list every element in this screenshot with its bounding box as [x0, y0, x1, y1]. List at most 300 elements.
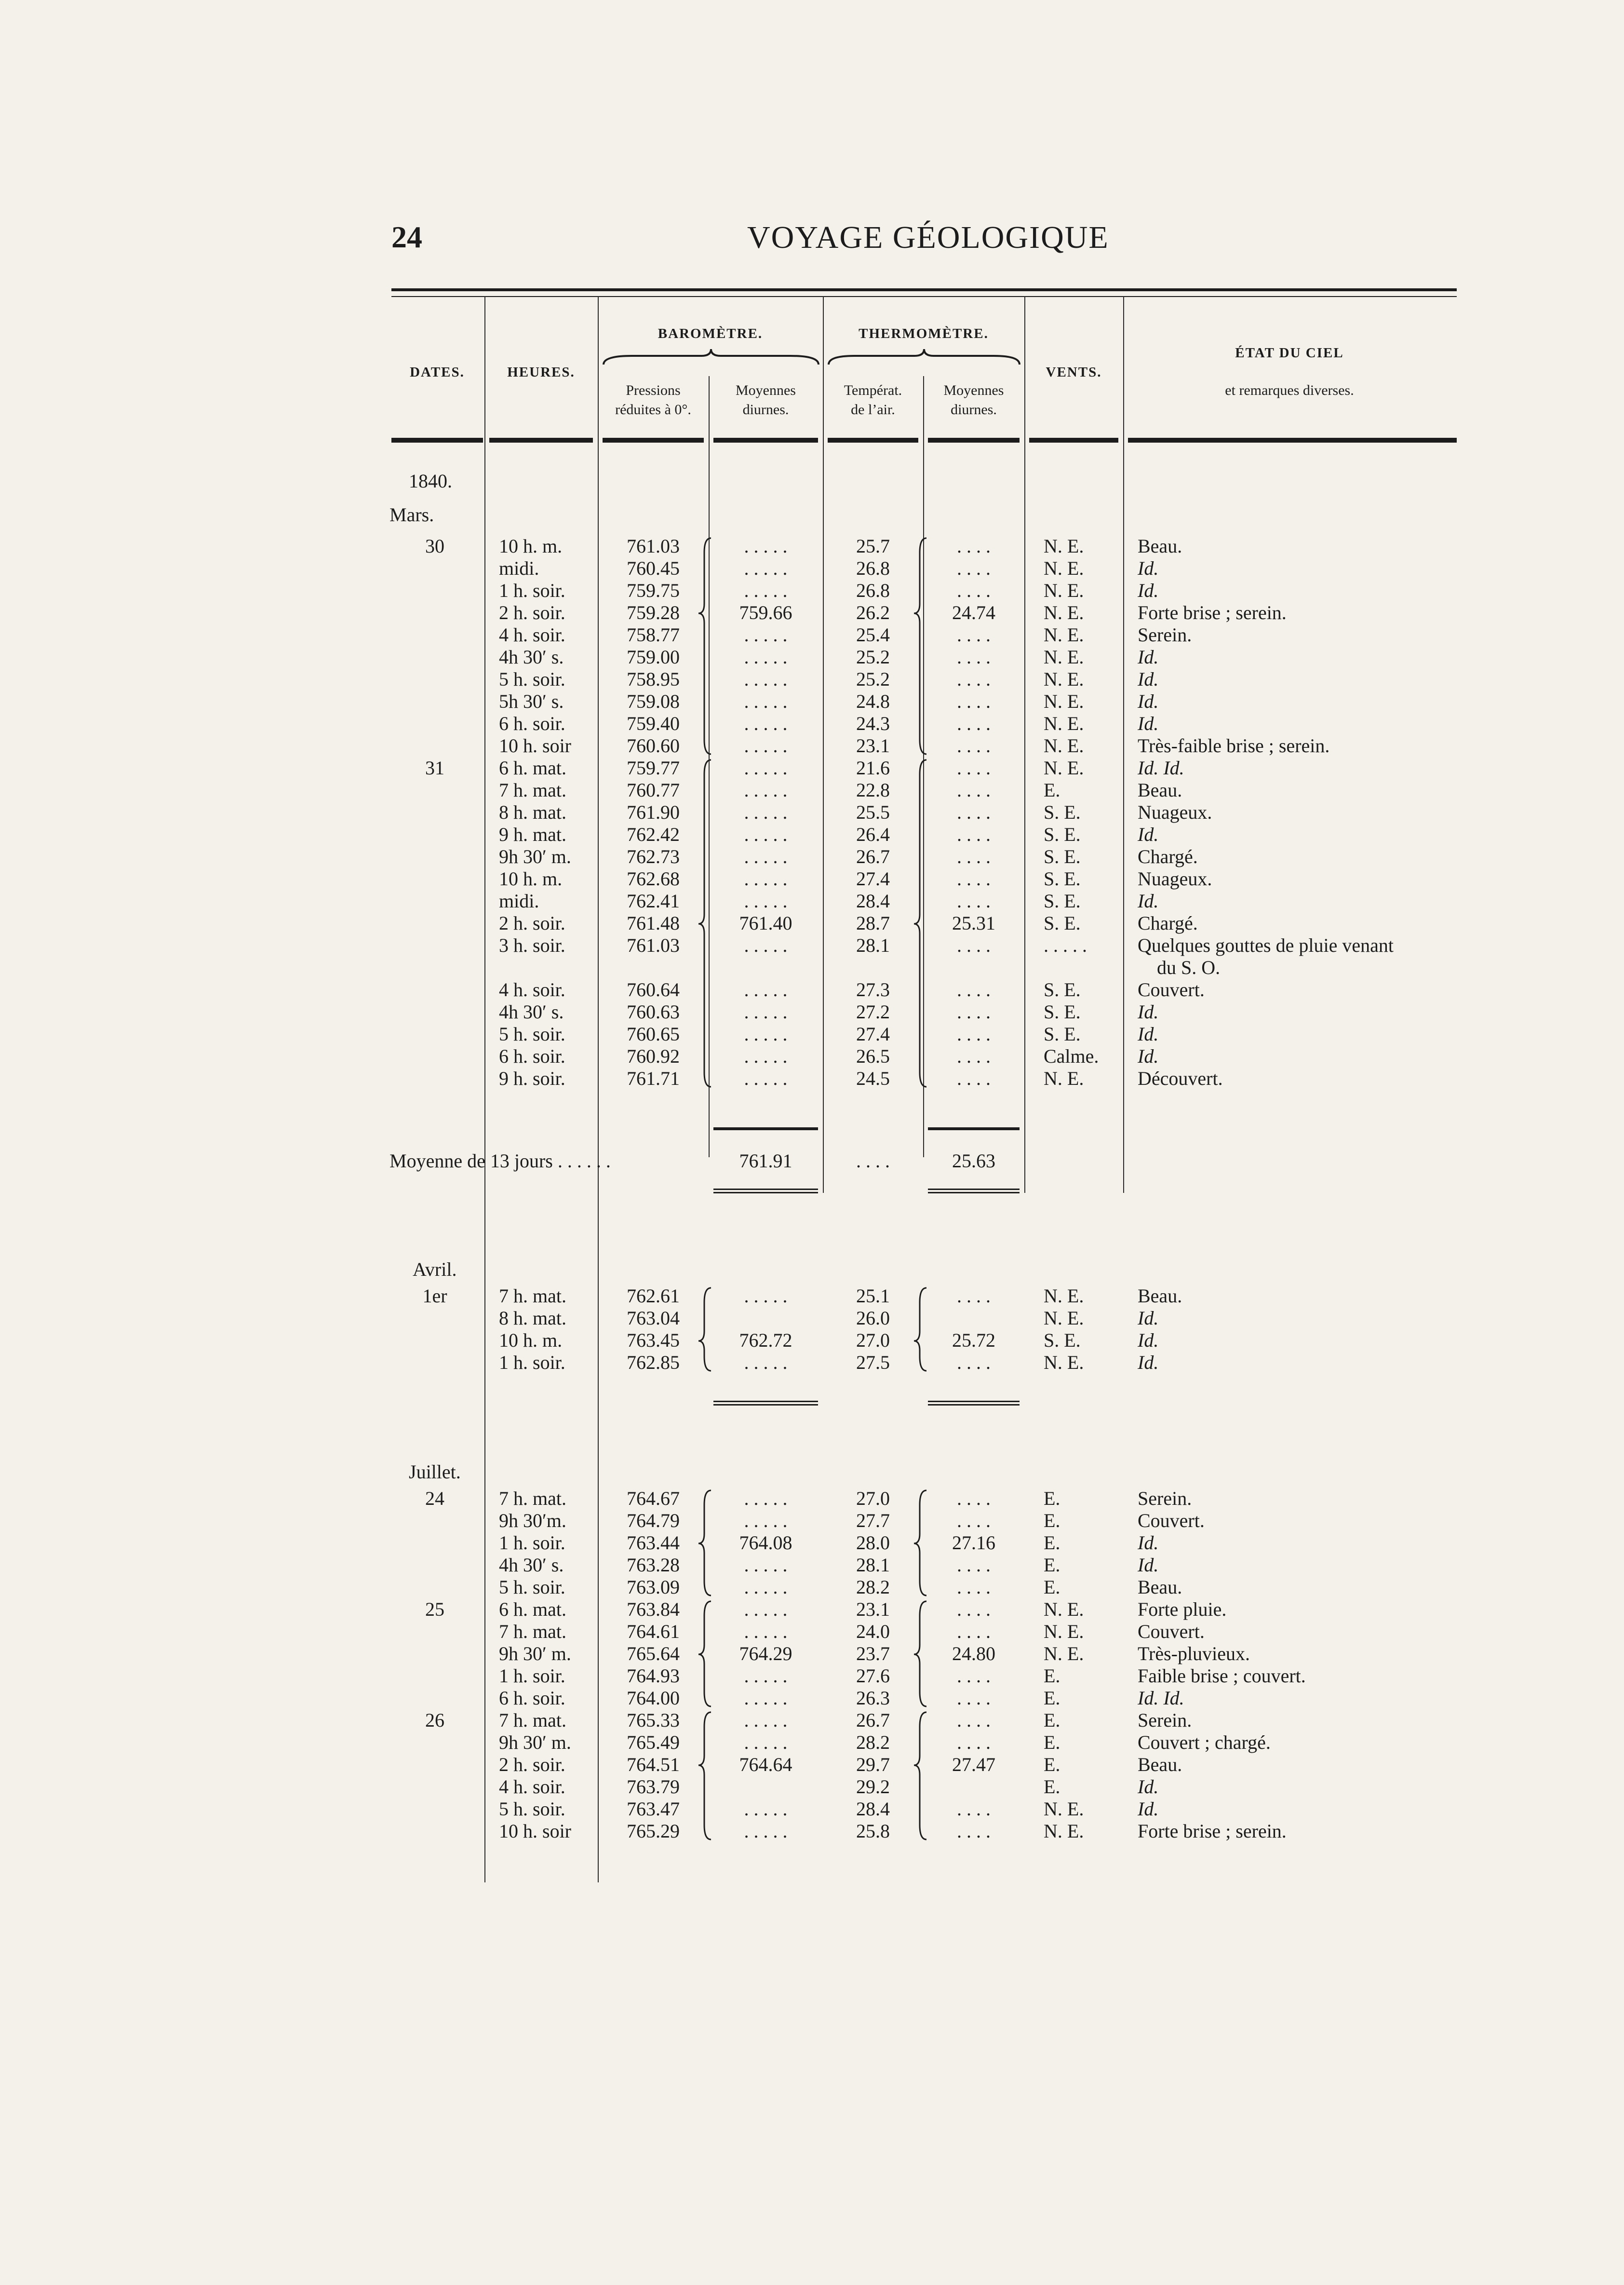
cell-moyenne-baro: . . . . .	[744, 801, 788, 823]
cell-moyenne-baro: . . . . .	[744, 1001, 788, 1023]
cell-vent: S. E.	[1044, 801, 1081, 823]
cell-etat: Serein.	[1138, 1487, 1192, 1509]
cell-temperature: 26.4	[856, 824, 890, 845]
cell-moyenne-thermo: . . . .	[957, 1820, 991, 1842]
cell-etat: Id.	[1138, 1352, 1159, 1373]
cell-pression: 763.28	[627, 1554, 680, 1576]
cell-heure: 10 h. m.	[499, 535, 563, 557]
cell-pression: 760.60	[627, 735, 680, 757]
cell-temperature: 29.2	[856, 1776, 890, 1798]
cell-pression: 765.64	[627, 1643, 680, 1664]
cell-temperature: 26.8	[856, 580, 890, 601]
cell-heure: 9h 30′ m.	[499, 1643, 571, 1664]
cell-etat: Id.	[1138, 1776, 1159, 1798]
cell-moyenne-thermo: . . . .	[957, 846, 991, 867]
cell-temperature: 28.1	[856, 934, 890, 956]
cell-etat: Id.	[1138, 1307, 1159, 1329]
cell-temperature: 24.0	[856, 1621, 890, 1642]
cell-vent: S. E.	[1044, 868, 1081, 890]
cell-moyenne-baro: . . . . .	[744, 1621, 788, 1642]
cell-pression: 759.00	[627, 646, 680, 668]
cell-moyenne-thermo: . . . .	[957, 934, 991, 956]
cell-pression: 761.48	[627, 912, 680, 934]
cell-vent: S. E.	[1044, 846, 1081, 867]
cell-moyenne-thermo: . . . .	[957, 1731, 991, 1753]
cell-heure: 8 h. mat.	[499, 1307, 566, 1329]
cell-heure: 6 h. soir.	[499, 1045, 565, 1067]
cell-moyenne-thermo: . . . .	[957, 668, 991, 690]
cell-heure: 3 h. soir.	[499, 934, 565, 956]
cell-moyenne-thermo: . . . .	[957, 1576, 991, 1598]
cell-etat: Forte brise ; serein.	[1138, 602, 1287, 623]
cell-heure: 6 h. mat.	[499, 1598, 566, 1620]
cell-moyenne-baro: . . . . .	[744, 890, 788, 912]
cell-heure: 6 h. soir.	[499, 1687, 565, 1709]
cell-vent: N. E.	[1044, 646, 1084, 668]
cell-vent: N. E.	[1044, 735, 1084, 757]
header-bottom-rule	[489, 438, 593, 443]
cell-moyenne-thermo: . . . .	[957, 535, 991, 557]
cell-vent: E.	[1044, 1776, 1060, 1798]
cell-pression: 765.29	[627, 1820, 680, 1842]
month-label: Mars.	[389, 504, 434, 526]
cell-date: 1er	[422, 1285, 447, 1307]
cell-vent: S. E.	[1044, 979, 1081, 1001]
cell-etat: Couvert.	[1138, 1621, 1205, 1642]
cell-moyenne-thermo: . . . .	[957, 580, 991, 601]
column-rule	[1024, 296, 1025, 1193]
cell-pression: 762.68	[627, 868, 680, 890]
cell-etat: Quelques gouttes de pluie venant	[1138, 934, 1394, 956]
moyenne-temp-dots: . . . .	[856, 1150, 890, 1172]
cell-heure: 7 h. mat.	[499, 1285, 566, 1307]
cell-heure: 2 h. soir.	[499, 912, 565, 934]
cell-pression: 759.77	[627, 757, 680, 779]
cell-vent: E.	[1044, 1576, 1060, 1598]
cell-etat: Très-faible brise ; serein.	[1138, 735, 1330, 757]
cell-pression: 763.79	[627, 1776, 680, 1798]
cell-temperature: 27.4	[856, 1023, 890, 1045]
cell-heure: 9h 30′ m.	[499, 1731, 571, 1753]
moyenne-bottom-rule	[713, 1189, 818, 1193]
cell-moyenne-baro: . . . . .	[744, 1731, 788, 1753]
cell-vent: E.	[1044, 1709, 1060, 1731]
cell-pression: 759.08	[627, 690, 680, 712]
cell-moyenne-baro: . . . . .	[744, 690, 788, 712]
cell-etat: Id.	[1138, 646, 1159, 668]
cell-moyenne-thermo: . . . .	[957, 1352, 991, 1373]
cell-pression: 760.63	[627, 1001, 680, 1023]
cell-vent: . . . . .	[1044, 934, 1087, 956]
cell-heure: 7 h. mat.	[499, 1487, 566, 1509]
month-label: Avril.	[413, 1258, 457, 1280]
header-remarques: et remarques diverses.	[1225, 382, 1354, 398]
header-etat: ÉTAT DU CIEL	[1235, 345, 1344, 361]
cell-heure: 9 h. soir.	[499, 1068, 565, 1089]
cell-heure: 6 h. mat.	[499, 757, 566, 779]
cell-moyenne-baro: . . . . .	[744, 1820, 788, 1842]
cell-moyenne-baro: . . . . .	[744, 557, 788, 579]
cell-etat: Beau.	[1138, 1576, 1182, 1598]
header-bottom-rule	[1029, 438, 1118, 443]
cell-heure: midi.	[499, 557, 539, 579]
cell-moyenne-thermo: . . . .	[957, 1510, 991, 1531]
cell-etat: Chargé.	[1138, 846, 1198, 867]
header-dates: DATES.	[410, 365, 465, 380]
cell-heure: 5 h. soir.	[499, 1798, 565, 1820]
cell-pression: 759.28	[627, 602, 680, 623]
cell-pression: 760.65	[627, 1023, 680, 1045]
cell-vent: N. E.	[1044, 713, 1084, 734]
cell-heure: 1 h. soir.	[499, 580, 565, 601]
cell-etat: Chargé.	[1138, 912, 1198, 934]
cell-etat: Forte brise ; serein.	[1138, 1820, 1287, 1842]
cell-pression: 759.40	[627, 713, 680, 734]
cell-moyenne-baro: . . . . .	[744, 580, 788, 601]
cell-vent: E.	[1044, 1665, 1060, 1687]
cell-vent: N. E.	[1044, 580, 1084, 601]
cell-pression: 763.84	[627, 1598, 680, 1620]
cell-pression: 760.92	[627, 1045, 680, 1067]
cell-moyenne-baro: . . . . .	[744, 1576, 788, 1598]
cell-etat: Couvert ; chargé.	[1138, 1731, 1271, 1753]
cell-moyenne-baro: 764.64	[739, 1754, 792, 1775]
cell-moyenne-thermo: . . . .	[957, 801, 991, 823]
moyenne-thermo: 25.63	[952, 1150, 995, 1172]
cell-moyenne-thermo: . . . .	[957, 1687, 991, 1709]
cell-etat: Id.	[1138, 1045, 1159, 1067]
header-thermometre: THERMOMÈTRE.	[859, 326, 989, 341]
cell-etat: Id.	[1138, 668, 1159, 690]
cell-temperature: 28.7	[856, 912, 890, 934]
running-title: VOYAGE GÉOLOGIQUE	[747, 220, 1109, 255]
cell-etat: Id.	[1138, 690, 1159, 712]
cell-pression: 763.45	[627, 1329, 680, 1351]
cell-temperature: 26.3	[856, 1687, 890, 1709]
cell-vent: E.	[1044, 1532, 1060, 1554]
cell-heure: 9h 30′ m.	[499, 846, 571, 867]
cell-pression: 758.77	[627, 624, 680, 646]
cell-etat: Beau.	[1138, 1754, 1182, 1775]
cell-vent: N. E.	[1044, 624, 1084, 646]
cell-vent: E.	[1044, 779, 1060, 801]
cell-etat: Nuageux.	[1138, 868, 1212, 890]
cell-temperature: 28.4	[856, 890, 890, 912]
cell-moyenne-baro: . . . . .	[744, 779, 788, 801]
cell-etat: Id. Id.	[1138, 757, 1184, 779]
cell-vent: E.	[1044, 1731, 1060, 1753]
barometre-brace	[603, 347, 819, 366]
cell-vent: N. E.	[1044, 757, 1084, 779]
cell-moyenne-thermo: . . . .	[957, 824, 991, 845]
header-pressions: Pressions réduites à 0°.	[615, 382, 691, 418]
cell-heure: 4 h. soir.	[499, 1776, 565, 1798]
cell-heure: 8 h. mat.	[499, 801, 566, 823]
cell-moyenne-thermo: 24.74	[952, 602, 995, 623]
cell-etat: Id.	[1138, 557, 1159, 579]
cell-temperature: 28.0	[856, 1532, 890, 1554]
cell-moyenne-baro: . . . . .	[744, 1687, 788, 1709]
moyenne-top-rule	[713, 1127, 818, 1130]
cell-temperature: 22.8	[856, 779, 890, 801]
cell-etat: Id.	[1138, 713, 1159, 734]
cell-temperature: 27.7	[856, 1510, 890, 1531]
cell-moyenne-baro: 759.66	[739, 602, 792, 623]
cell-pression: 764.67	[627, 1487, 680, 1509]
cell-temperature: 25.8	[856, 1820, 890, 1842]
cell-moyenne-thermo: . . . .	[957, 624, 991, 646]
cell-heure: 1 h. soir.	[499, 1665, 565, 1687]
header-moyennes-baro: Moyennes diurnes.	[736, 382, 796, 418]
cell-etat: Id.	[1138, 1329, 1159, 1351]
cell-vent: N. E.	[1044, 1285, 1084, 1307]
cell-vent: S. E.	[1044, 890, 1081, 912]
cell-vent: N. E.	[1044, 690, 1084, 712]
cell-moyenne-baro: . . . . .	[744, 1709, 788, 1731]
cell-moyenne-thermo: . . . .	[957, 646, 991, 668]
cell-moyenne-baro: . . . . .	[744, 535, 788, 557]
cell-vent: S. E.	[1044, 1001, 1081, 1023]
cell-temperature: 24.3	[856, 713, 890, 734]
cell-temperature: 26.7	[856, 846, 890, 867]
cell-moyenne-thermo: . . . .	[957, 1045, 991, 1067]
cell-moyenne-thermo: . . . .	[957, 779, 991, 801]
header-bottom-rule	[603, 438, 704, 443]
cell-vent: N. E.	[1044, 1798, 1084, 1820]
moyenne-top-rule	[928, 1127, 1020, 1130]
cell-temperature: 26.8	[856, 557, 890, 579]
cell-date: 31	[425, 757, 444, 779]
cell-moyenne-thermo: . . . .	[957, 1709, 991, 1731]
cell-vent: N. E.	[1044, 535, 1084, 557]
cell-pression: 763.44	[627, 1532, 680, 1554]
cell-temperature: 28.2	[856, 1576, 890, 1598]
cell-heure: 2 h. soir.	[499, 1754, 565, 1775]
cell-moyenne-thermo: 27.16	[952, 1532, 995, 1554]
year-label: 1840.	[409, 470, 452, 492]
cell-pression: 761.03	[627, 934, 680, 956]
cell-moyenne-baro: . . . . .	[744, 735, 788, 757]
cell-heure: 10 h. soir	[499, 1820, 571, 1842]
cell-temperature: 23.1	[856, 1598, 890, 1620]
cell-moyenne-baro: . . . . .	[744, 868, 788, 890]
header-bottom-rule	[828, 438, 918, 443]
cell-vent: N. E.	[1044, 1068, 1084, 1089]
cell-etat: Serein.	[1138, 624, 1192, 646]
cell-heure: 7 h. mat.	[499, 779, 566, 801]
cell-moyenne-thermo: 27.47	[952, 1754, 995, 1775]
cell-moyenne-baro: 764.08	[739, 1532, 792, 1554]
cell-vent: S. E.	[1044, 912, 1081, 934]
page-header	[0, 0, 1624, 289]
moyenne-label: Moyenne de 13 jours . . . . . .	[389, 1150, 611, 1172]
cell-moyenne-baro: . . . . .	[744, 646, 788, 668]
cell-moyenne-baro: . . . . .	[744, 824, 788, 845]
cell-heure: 4h 30′ s.	[499, 1001, 564, 1023]
header-temperat: Températ. de l’air.	[844, 382, 902, 418]
cell-moyenne-thermo: 25.72	[952, 1329, 995, 1351]
cell-moyenne-baro: . . . . .	[744, 1352, 788, 1373]
cell-moyenne-thermo: . . . .	[957, 868, 991, 890]
cell-pression: 761.03	[627, 535, 680, 557]
cell-pression: 764.79	[627, 1510, 680, 1531]
cell-temperature: 25.4	[856, 624, 890, 646]
cell-temperature: 29.7	[856, 1754, 890, 1775]
cell-moyenne-baro: . . . . .	[744, 713, 788, 734]
cell-vent: E.	[1044, 1510, 1060, 1531]
cell-heure: 5 h. soir.	[499, 1576, 565, 1598]
page-number: 24	[391, 220, 422, 254]
header-vents: VENTS.	[1046, 365, 1102, 380]
cell-moyenne-thermo: . . . .	[957, 757, 991, 779]
cell-temperature: 28.2	[856, 1731, 890, 1753]
cell-vent: N. E.	[1044, 1352, 1084, 1373]
cell-etat: Forte pluie.	[1138, 1598, 1227, 1620]
cell-pression: 763.47	[627, 1798, 680, 1820]
cell-pression: 763.09	[627, 1576, 680, 1598]
cell-vent: E.	[1044, 1487, 1060, 1509]
cell-moyenne-baro: 764.29	[739, 1643, 792, 1664]
cell-vent: E.	[1044, 1754, 1060, 1775]
cell-temperature: 25.2	[856, 646, 890, 668]
month-label: Juillet.	[409, 1461, 461, 1483]
cell-temperature: 26.7	[856, 1709, 890, 1731]
cell-moyenne-thermo: . . . .	[957, 890, 991, 912]
cell-moyenne-baro: . . . . .	[744, 1285, 788, 1307]
cell-pression: 763.04	[627, 1307, 680, 1329]
cell-etat: Serein.	[1138, 1709, 1192, 1731]
cell-temperature: 25.1	[856, 1285, 890, 1307]
cell-date: 30	[425, 535, 444, 557]
cell-etat: Couvert.	[1138, 979, 1205, 1001]
cell-moyenne-baro: . . . . .	[744, 1023, 788, 1045]
cell-temperature: 23.1	[856, 735, 890, 757]
cell-etat: Id.	[1138, 1798, 1159, 1820]
cell-moyenne-baro: 762.72	[739, 1329, 792, 1351]
cell-pression: 760.77	[627, 779, 680, 801]
cell-heure: midi.	[499, 890, 539, 912]
cell-pression: 762.85	[627, 1352, 680, 1373]
cell-etat: Id.	[1138, 580, 1159, 601]
cell-temperature: 23.7	[856, 1643, 890, 1664]
cell-heure: 4h 30′ s.	[499, 1554, 564, 1576]
cell-heure: 9 h. mat.	[499, 824, 566, 845]
cell-date: 26	[425, 1709, 444, 1731]
header-rule-thin	[391, 296, 1457, 297]
cell-temperature: 26.5	[856, 1045, 890, 1067]
cell-temperature: 27.2	[856, 1001, 890, 1023]
cell-heure: 2 h. soir.	[499, 602, 565, 623]
cell-heure: 4h 30′ s.	[499, 646, 564, 668]
cell-heure: 4 h. soir.	[499, 979, 565, 1001]
cell-pression: 762.73	[627, 846, 680, 867]
cell-vent: E.	[1044, 1554, 1060, 1576]
cell-etat: Beau.	[1138, 1285, 1182, 1307]
cell-vent: N. E.	[1044, 1643, 1084, 1664]
cell-moyenne-baro: . . . . .	[744, 1068, 788, 1089]
cell-pression: 764.51	[627, 1754, 680, 1775]
cell-moyenne-thermo: . . . .	[957, 1068, 991, 1089]
cell-heure: 10 h. m.	[499, 1329, 563, 1351]
cell-pression: 764.93	[627, 1665, 680, 1687]
cell-moyenne-thermo: . . . .	[957, 735, 991, 757]
cell-vent: S. E.	[1044, 824, 1081, 845]
cell-moyenne-baro: . . . . .	[744, 1798, 788, 1820]
cell-pression: 758.95	[627, 668, 680, 690]
cell-vent: N. E.	[1044, 557, 1084, 579]
cell-temperature: 27.5	[856, 1352, 890, 1373]
cell-etat-continuation: du S. O.	[1157, 957, 1221, 978]
cell-etat: Couvert.	[1138, 1510, 1205, 1531]
cell-moyenne-thermo: . . . .	[957, 690, 991, 712]
cell-moyenne-thermo: . . . .	[957, 979, 991, 1001]
cell-vent: N. E.	[1044, 1621, 1084, 1642]
cell-vent: N. E.	[1044, 602, 1084, 623]
cell-temperature: 28.4	[856, 1798, 890, 1820]
cell-moyenne-thermo: . . . .	[957, 1798, 991, 1820]
cell-heure: 7 h. mat.	[499, 1621, 566, 1642]
thermometre-brace	[828, 347, 1020, 366]
cell-moyenne-baro: . . . . .	[744, 1554, 788, 1576]
cell-etat: Id. Id.	[1138, 1687, 1184, 1709]
cell-vent: N. E.	[1044, 1820, 1084, 1842]
header-barometre: BAROMÈTRE.	[658, 326, 763, 341]
cell-moyenne-baro: . . . . .	[744, 979, 788, 1001]
cell-pression: 765.33	[627, 1709, 680, 1731]
header-bottom-rule	[1128, 438, 1457, 443]
cell-pression: 760.45	[627, 557, 680, 579]
cell-moyenne-thermo: . . . .	[957, 1001, 991, 1023]
column-rule	[484, 296, 485, 1882]
cell-moyenne-baro: . . . . .	[744, 757, 788, 779]
cell-temperature: 27.4	[856, 868, 890, 890]
cell-heure: 10 h. soir	[499, 735, 571, 757]
cell-pression: 761.71	[627, 1068, 680, 1089]
cell-moyenne-thermo: 24.80	[952, 1643, 995, 1664]
header-heures: HEURES.	[507, 365, 575, 380]
cell-moyenne-baro: . . . . .	[744, 1487, 788, 1509]
cell-temperature: 25.2	[856, 668, 890, 690]
cell-moyenne-thermo: . . . .	[957, 1621, 991, 1642]
cell-heure: 1 h. soir.	[499, 1352, 565, 1373]
cell-moyenne-baro: . . . . .	[744, 1665, 788, 1687]
cell-temperature: 27.0	[856, 1487, 890, 1509]
cell-heure: 9h 30′m.	[499, 1510, 566, 1531]
cell-etat: Très-pluvieux.	[1138, 1643, 1250, 1664]
cell-heure: 1 h. soir.	[499, 1532, 565, 1554]
header-bottom-rule	[928, 438, 1020, 443]
cell-moyenne-baro: . . . . .	[744, 1045, 788, 1067]
cell-pression: 765.49	[627, 1731, 680, 1753]
cell-pression: 760.64	[627, 979, 680, 1001]
cell-etat: Id.	[1138, 1554, 1159, 1576]
cell-pression: 762.41	[627, 890, 680, 912]
cell-vent: N. E.	[1044, 1598, 1084, 1620]
cell-pression: 764.61	[627, 1621, 680, 1642]
cell-etat: Nuageux.	[1138, 801, 1212, 823]
cell-moyenne-baro: . . . . .	[744, 846, 788, 867]
cell-moyenne-thermo: 25.31	[952, 912, 995, 934]
cell-moyenne-thermo: . . . .	[957, 1598, 991, 1620]
cell-etat: Id.	[1138, 824, 1159, 845]
cell-moyenne-thermo: . . . .	[957, 1554, 991, 1576]
cell-moyenne-thermo: . . . .	[957, 1665, 991, 1687]
cell-temperature: 26.2	[856, 602, 890, 623]
cell-heure: 10 h. m.	[499, 868, 563, 890]
cell-temperature: 25.5	[856, 801, 890, 823]
cell-etat: Faible brise ; couvert.	[1138, 1665, 1306, 1687]
cell-moyenne-baro: . . . . .	[744, 1598, 788, 1620]
